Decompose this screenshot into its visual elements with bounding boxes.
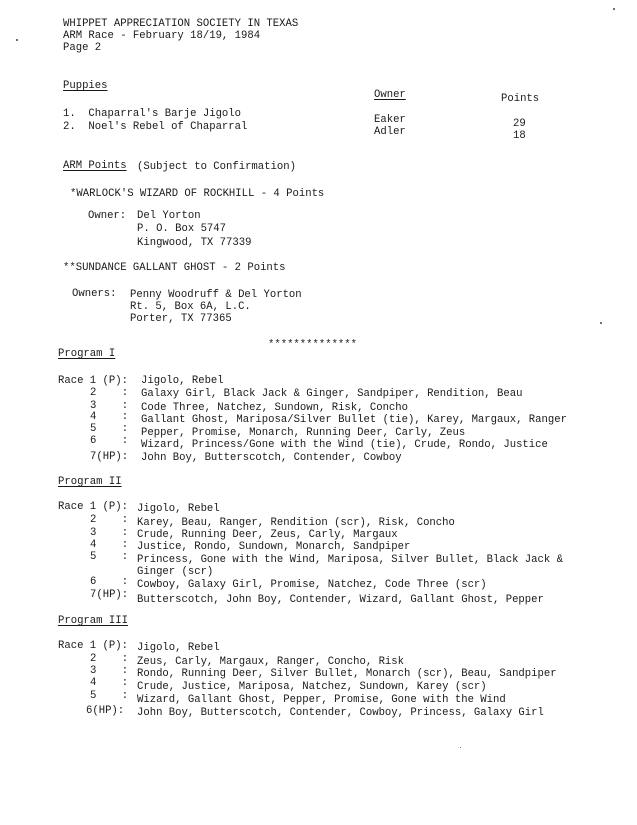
- race-horses: John Boy, Butterscotch, Contender, Cowboy: [141, 452, 402, 464]
- race-label: Race 1 (P):: [58, 501, 128, 513]
- program-heading: Program III: [58, 615, 128, 627]
- race-label: 6 :: [90, 435, 129, 447]
- race-label: 5 :: [90, 690, 129, 702]
- race-label: 5 :: [90, 551, 129, 563]
- arm-points-note: (Subject to Confirmation): [137, 161, 296, 173]
- header-event: ARM Race - February 18/19, 1984: [63, 30, 261, 42]
- puppy-row-points: 18: [513, 130, 526, 142]
- race-label: 2 :: [90, 514, 129, 526]
- race-label: 5 :: [90, 423, 129, 435]
- owner-label: Owner:: [88, 210, 127, 222]
- race-horses: Karey, Beau, Ranger, Rendition (scr), Risk, Concho: [137, 517, 455, 529]
- race-horses: Galaxy Girl, Black Jack & Ginger, Sandpiper, Rendition, Beau: [141, 388, 523, 400]
- program-heading: Program I: [58, 348, 116, 360]
- scan-speck: [16, 39, 18, 41]
- race-label: 6 :: [90, 576, 129, 588]
- puppies-heading: Puppies: [63, 80, 108, 92]
- race-label: 4 :: [90, 411, 129, 423]
- owner-city: Porter, TX 77365: [130, 313, 232, 325]
- scan-speck: [600, 322, 602, 324]
- race-horses: Butterscotch, John Boy, Contender, Wizard, Gallant Ghost, Pepper: [137, 594, 544, 606]
- owner-column-heading: Owner: [374, 89, 406, 101]
- header-page-number: Page 2: [63, 42, 102, 54]
- owner-name: Del Yorton: [137, 210, 201, 222]
- race-label: 3 :: [90, 400, 129, 412]
- race-horses: Crude, Running Deer, Zeus, Carly, Margaux: [137, 529, 398, 541]
- race-label: 4 :: [90, 539, 129, 551]
- arm-entry-title: **SUNDANCE GALLANT GHOST - 2 Points: [63, 262, 286, 274]
- race-label: Race 1 (P):: [58, 640, 128, 652]
- owner-city: Kingwood, TX 77339: [137, 237, 252, 249]
- race-label: 4 :: [90, 677, 129, 689]
- puppy-row-name: 1. Chaparral's Barje Jigolo: [63, 108, 242, 120]
- race-horses: Pepper, Promise, Monarch, Running Deer, Carly, Zeus: [141, 427, 466, 439]
- puppy-row-owner: Adler: [374, 126, 406, 138]
- race-horses: Gallant Ghost, Mariposa/Silver Bullet (tie), Karey, Margaux, Ranger: [141, 414, 567, 426]
- puppy-row-points: 29: [513, 118, 526, 130]
- race-label: Race 1 (P):: [58, 375, 128, 387]
- points-column-heading: Points: [501, 93, 540, 105]
- section-separator: **************: [268, 339, 358, 351]
- race-label: 3 :: [90, 527, 129, 539]
- race-label: 7(HP):: [90, 589, 129, 601]
- race-horses: Jigolo, Rebel: [141, 375, 224, 387]
- puppy-row-owner: Eaker: [374, 114, 406, 126]
- arm-entry-title: *WARLOCK'S WIZARD OF ROCKHILL - 4 Points: [70, 188, 325, 200]
- race-label: 3 :: [90, 665, 129, 677]
- race-label: 2 :: [90, 653, 129, 665]
- race-horses: Wizard, Gallant Ghost, Pepper, Promise, Gone with the Wind: [137, 694, 506, 706]
- owner-address: P. O. Box 5747: [137, 223, 227, 235]
- scan-speck: [613, 8, 615, 10]
- race-horses: Princess, Gone with the Wind, Mariposa, Silver Bullet, Black Jack & Ginger (scr): [137, 554, 563, 578]
- race-horses: Justice, Rondo, Sundown, Monarch, Sandpiper: [137, 541, 411, 553]
- race-label: 6(HP):: [86, 705, 125, 717]
- race-horses: Wizard, Princess/Gone with the Wind (tie), Crude, Rondo, Justice: [141, 439, 548, 451]
- race-horses: Rondo, Running Deer, Silver Bullet, Monarch (scr), Beau, Sandpiper: [137, 668, 557, 680]
- owner-label: Owners:: [72, 288, 117, 300]
- race-label: 7(HP):: [90, 451, 129, 463]
- race-horses: Jigolo, Rebel: [137, 642, 220, 654]
- puppy-row-name: 2. Noel's Rebel of Chaparral: [63, 121, 248, 133]
- program-heading: Program II: [58, 476, 122, 488]
- race-horses: John Boy, Butterscotch, Contender, Cowboy, Princess, Galaxy Girl: [137, 707, 544, 719]
- race-horses: Cowboy, Galaxy Girl, Promise, Natchez, Code Three (scr): [137, 579, 487, 591]
- race-horses: Crude, Justice, Mariposa, Natchez, Sundown, Karey (scr): [137, 681, 487, 693]
- header-org: WHIPPET APPRECIATION SOCIETY IN TEXAS: [63, 18, 299, 30]
- arm-points-heading: ARM Points: [63, 160, 127, 172]
- owner-name: Penny Woodruff & Del Yorton: [130, 289, 302, 301]
- scan-speck: [460, 747, 461, 748]
- race-label: 2 :: [90, 387, 129, 399]
- race-horses: Code Three, Natchez, Sundown, Risk, Concho: [141, 402, 409, 414]
- owner-address: Rt. 5, Box 6A, L.C.: [130, 301, 251, 313]
- race-horses: Jigolo, Rebel: [137, 503, 220, 515]
- race-horses: Zeus, Carly, Margaux, Ranger, Concho, Risk: [137, 656, 405, 668]
